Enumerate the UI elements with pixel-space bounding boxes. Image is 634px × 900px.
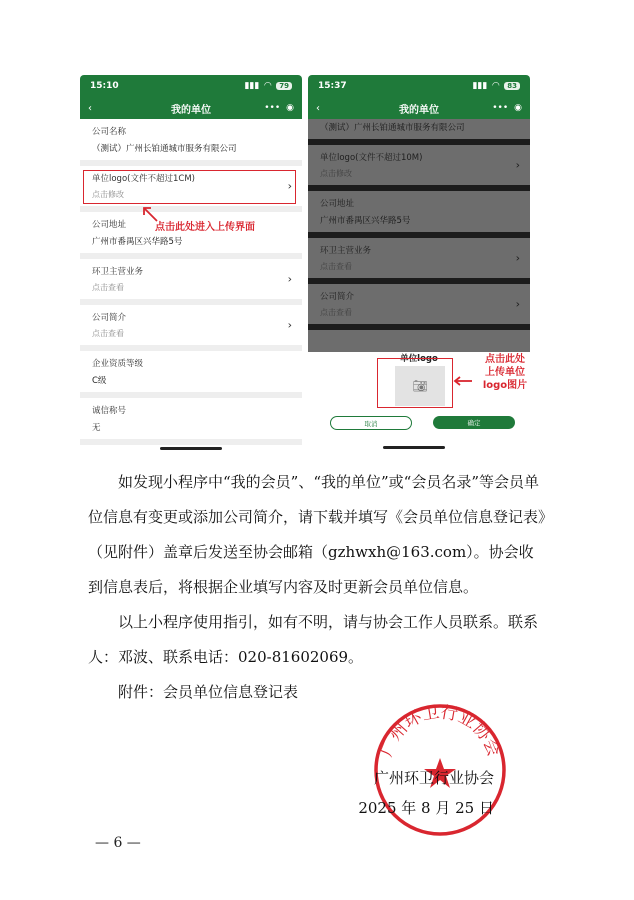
chevron-right-icon: › [287, 318, 292, 332]
callout-text [470, 353, 540, 392]
callout-line: 点击此处 [485, 354, 525, 365]
status-time: 15:10 [90, 81, 119, 91]
row-company-intro[interactable] [80, 305, 302, 351]
status-bar [80, 75, 302, 97]
highlight-box [377, 358, 453, 408]
nav-bar [308, 97, 530, 119]
nav-title: 我的单位 [171, 104, 211, 116]
signal-icon: ▮▮▮ [472, 81, 488, 91]
row-main-business[interactable] [80, 259, 302, 305]
row-value: C级 [92, 376, 107, 386]
signal-icon: ▮▮▮ [244, 81, 260, 91]
battery-icon: 83 [504, 82, 520, 90]
row-label: 企业资质等级 [92, 359, 144, 369]
row-credit-title [80, 398, 302, 445]
issue-date: 2025 年 8 月 25 日 [358, 799, 494, 817]
cancel-button[interactable]: 取消 [330, 416, 412, 430]
home-indicator [160, 447, 222, 450]
row-value: 无 [92, 423, 101, 433]
nav-title: 我的单位 [399, 104, 439, 116]
wifi-icon: ◠ [492, 81, 500, 91]
body-text [88, 465, 548, 710]
chevron-right-icon: › [287, 272, 292, 286]
row-label: 公司简介 [92, 313, 127, 323]
row-label: 公司名称 [92, 127, 127, 137]
more-icon[interactable]: ••• [492, 103, 509, 113]
paragraph-attachment: 附件：会员单位信息登记表 [118, 683, 299, 701]
row-label: 环卫主营业务 [92, 267, 144, 277]
row-label: 公司地址 [92, 220, 127, 230]
row-label: 单位logo(文件不超过1CM) [92, 174, 195, 184]
back-icon[interactable]: ‹ [316, 102, 320, 114]
row-company-name [80, 119, 302, 166]
close-circle-icon[interactable]: ◉ [286, 103, 294, 113]
screenshot-my-unit [80, 75, 302, 450]
home-indicator [383, 446, 445, 449]
callout-text: 点击此处进入上传界面 [155, 222, 255, 233]
row-value: 广州市番禺区兴华路5号 [92, 237, 183, 247]
chevron-right-icon: › [287, 179, 292, 193]
callout-line: logo图片 [482, 380, 528, 391]
highlight-box [83, 170, 296, 204]
issuer-name: 广州环卫行业协会 [373, 769, 494, 787]
row-action: 点击查看 [92, 329, 124, 338]
battery-icon: 79 [276, 82, 292, 90]
row-value: （测试）广州长铂通城市服务有限公司 [92, 144, 237, 154]
nav-bar [80, 97, 302, 119]
status-bar [308, 75, 530, 97]
close-circle-icon[interactable]: ◉ [514, 103, 522, 113]
row-action: 点击查看 [92, 283, 124, 292]
row-qualification [80, 351, 302, 398]
page-number: — 6 — [95, 835, 141, 851]
confirm-button[interactable]: 确定 [433, 416, 515, 429]
row-label: 诚信称号 [92, 406, 127, 416]
svg-text:广州环卫行业协会: 广州环卫行业协会 [376, 702, 504, 760]
sheet-title: 单位logo [400, 354, 438, 364]
callout-line: 上传单位 [485, 367, 525, 378]
paragraph-instructions: 如发现小程序中“我的会员”、“我的单位”或“会员名录”等会员单位信息有变更或添加公司简介，请下载并填写《会员单位信息登记表》（见附件）盖章后发送至协会邮箱（gzhwxh@163.com）。协会收到信息表后，将根据企业填写内容及时更新会员单位信息。 [88, 473, 546, 596]
paragraph-contact: 以上小程序使用指引，如有不明，请与协会工作人员联系。联系人：邓波、联系电话：020-81602069。 [88, 613, 539, 666]
back-icon[interactable]: ‹ [88, 102, 92, 114]
camera-icon: 📷︎ [412, 379, 428, 393]
status-time: 15:37 [318, 81, 347, 91]
info-list [80, 119, 302, 445]
row-action: 点击修改 [92, 190, 124, 199]
more-icon[interactable]: ••• [264, 103, 281, 113]
wifi-icon: ◠ [264, 81, 272, 91]
